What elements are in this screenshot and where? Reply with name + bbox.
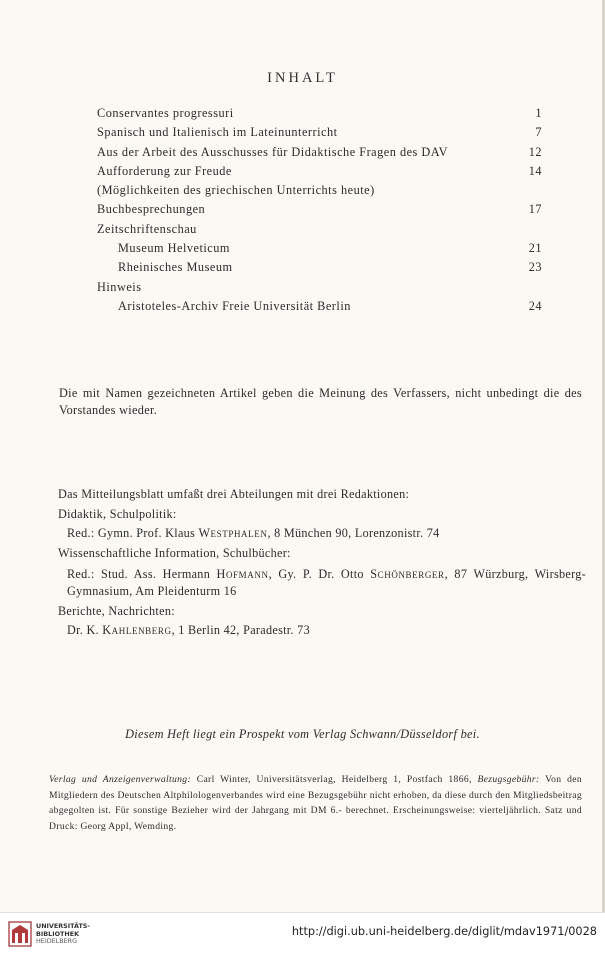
toc-entry	[97, 222, 542, 241]
table-of-contents	[97, 106, 542, 318]
toc-entry-page: 1	[535, 106, 542, 120]
editor-berichte: Dr. K. Kahlenberg, 1 Berlin 42, Paradestr. 73	[67, 623, 310, 638]
toc-entry-page: 7	[535, 125, 542, 140]
library-logo-text: UNIVERSITÄTS- BIBLIOTHEK HEIDELBERG	[36, 922, 91, 946]
toc-entry-title: Aristoteles-Archiv Freie Universität Berlin	[118, 298, 351, 313]
toc-entry-title: Museum Helveticum	[118, 241, 230, 256]
toc-entry-page: 14	[528, 163, 542, 178]
library-logo-icon	[8, 921, 32, 947]
toc-entry-title: Spanisch und Italienisch im Lateinunterricht	[97, 125, 338, 140]
disclaimer-note: Die mit Namen gezeichneten Artikel geben die Meinung des Verfassers, nicht unbedingt die des Vorstandes wieder.	[59, 386, 582, 417]
toc-entry-title: Aus der Arbeit des Ausschusses für Didaktische Fragen des DAV	[97, 144, 448, 159]
editorial-info	[58, 487, 586, 643]
toc-entry	[97, 106, 542, 125]
viewer-footer	[0, 912, 605, 956]
toc-entry	[97, 145, 542, 164]
toc-entry-page: 12	[528, 144, 542, 159]
department-berichte: Berichte, Nachrichten:	[58, 603, 175, 618]
editor-wissenschaft: Red.: Stud. Ass. Hermann Hofmann, Gy. P. Dr. Otto Schönberger, 87 Würzburg, Wirsberg-Gymnasium, Am Pleidenturm 16	[67, 566, 586, 599]
toc-entry-title: Rheinisches Museum	[118, 260, 233, 275]
library-logo[interactable]	[8, 919, 98, 951]
toc-entry-title: Zeitschriftenschau	[97, 221, 197, 236]
page-title: INHALT	[267, 70, 338, 86]
toc-entry	[97, 299, 542, 318]
toc-entry-title: Aufforderung zur Freude	[97, 163, 232, 178]
toc-entry	[97, 280, 542, 299]
toc-entry-title: Buchbesprechungen	[97, 202, 206, 217]
toc-entry-title: Conservantes progressuri	[97, 106, 234, 120]
toc-entry-page: 21	[528, 241, 542, 256]
colophon-label-publisher: Verlag und Anzeigenverwaltung:	[49, 774, 191, 785]
toc-entry-page: 17	[528, 202, 542, 217]
department-didaktik: Didaktik, Schulpolitik:	[58, 506, 177, 521]
toc-entry	[97, 202, 542, 221]
toc-entry	[97, 260, 542, 279]
toc-entry-title: Hinweis	[97, 279, 142, 294]
insert-notice: Diesem Heft liegt ein Prospekt vom Verlag Schwann/Düsseldorf bei.	[125, 727, 480, 741]
toc-entry-title: (Möglichkeiten des griechischen Unterrichts heute)	[97, 183, 375, 198]
colophon-label-fee: Bezugsgebühr:	[477, 774, 540, 785]
toc-entry	[97, 164, 542, 183]
department-wissenschaft: Wissenschaftliche Information, Schulbücher:	[58, 546, 291, 561]
toc-entry	[97, 241, 542, 260]
editor-didaktik: Red.: Gymn. Prof. Klaus Westphalen, 8 München 90, Lorenzonistr. 74	[67, 526, 440, 541]
toc-entry	[97, 183, 542, 202]
toc-entry-page: 24	[528, 298, 542, 313]
toc-entry	[97, 125, 542, 144]
permalink-url[interactable]: http://digi.ub.uni-heidelberg.de/diglit/mdav1971/0028	[291, 925, 597, 938]
colophon: Verlag und Anzeigenverwaltung: Carl Winter, Universitätsverlag, Heidelberg 1, Postfach 1866, Bezugsgebühr: Von den Mitgliedern des Deutschen Altphilologenverbandes wird eine Bezugsgebühr nicht erhoben, da diese durch den Mitgliedsbeitrag abgegolten ist. Für sonstige Bezieher wird der Jahrgang mit DM 6.- berechnet. Erscheinungsweise: vierteljährlich. Satz und Druck: Georg Appl, Wemding.	[49, 774, 583, 832]
info-intro: Das Mitteilungsblatt umfaßt drei Abteilungen mit drei Redaktionen:	[58, 487, 410, 501]
toc-entry-page: 23	[528, 260, 542, 275]
